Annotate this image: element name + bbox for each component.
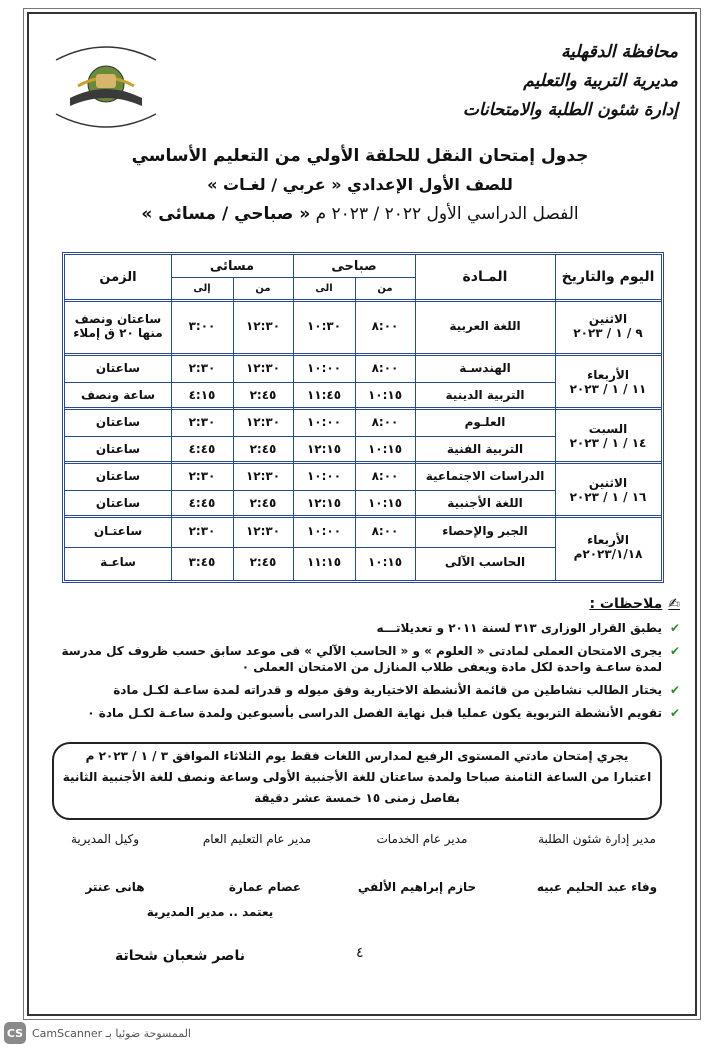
day-name: الأربعاء [587, 368, 629, 382]
table-row-evening-to: ٣:٠٠ [188, 319, 216, 333]
table-row-morning-from: ٨:٠٠ [371, 469, 399, 483]
duration-text: ساعتان [95, 469, 141, 483]
table-row-day [555, 355, 661, 409]
table-row-morning-from: ٨:٠٠ [371, 524, 399, 538]
note-item: ✔ تقويم الأنشطة التربوية يكون عمليا قبل نهاية الفصل الدراسى بأسبوعين ولمدة ساعـة لكـل مادة ٠ [87, 706, 680, 720]
day-name: السبت [588, 422, 628, 436]
table-row-evening-from: ٢:٤٥ [249, 496, 277, 510]
table-rule [65, 490, 555, 491]
table-row-day [555, 409, 661, 463]
table-row-morning-from: ٨:٠٠ [371, 361, 399, 375]
duration-text: ساعتان [95, 415, 141, 429]
table-row-evening-to: ٤:٤٥ [188, 442, 216, 456]
note-item: ✔ يطبق القرار الوزارى ٣١٣ لسنة ٢٠١١ و تعديلاتـــه [376, 621, 680, 635]
note-item: ✔ يختار الطالب نشاطين من قائمة الأنشطة الاختيارية وفق ميوله و قدراته لمدة ساعـة لكـل مادة [113, 683, 680, 697]
table-row-duration [65, 517, 171, 545]
table-row-morning-from: ١٠:١٥ [367, 442, 403, 456]
table-row-evening-to: ٤:١٥ [188, 388, 216, 402]
governorate-name: محافظة الدقهلية [560, 42, 678, 62]
notice-line-3: بفاصل زمنى ١٥ خمسة عشر دقيقة [254, 791, 460, 805]
table-rule [65, 353, 661, 356]
table-row-evening-to: ٤:٤٥ [188, 496, 216, 510]
check-icon: ✔ [669, 644, 680, 658]
notes-section [60, 596, 680, 728]
duration-text: ساعتـان [93, 524, 143, 538]
table-row-evening-from: ١٢:٣٠ [245, 319, 281, 333]
table-row-morning-to: ١٠:٠٠ [306, 361, 342, 375]
term-text: الفصل الدراسي الأول ٢٠٢٢ / ٢٠٢٣ م [315, 204, 579, 224]
table-row-duration [65, 409, 171, 435]
table-row-subject: التربية الفنية [446, 442, 524, 456]
schedule-title: جدول إمتحان النقل للحلقة الأولي من التعليم الأساسي [131, 146, 589, 166]
table-rule [65, 515, 661, 518]
table-row-duration [65, 463, 171, 489]
duration-text: ساعـة [100, 555, 136, 569]
notes-heading: ✍ ملاحظات : [589, 596, 680, 612]
table-row-duration [65, 382, 171, 408]
header-morning-from: من [377, 282, 393, 294]
duration-text: ساعتان [95, 496, 141, 510]
day-name: الاثنين [588, 476, 628, 490]
directorate-logo [50, 40, 162, 134]
header-morning: صباحى [331, 258, 377, 274]
header-evening-to: إلى [193, 282, 211, 294]
department-name: إدارة شئون الطلبة والامتحانات [462, 100, 678, 120]
table-row-morning-to: ١٠:٠٠ [306, 469, 342, 483]
pencil-icon: ✍ [668, 596, 680, 612]
table-row-subject: الدراسات الاجتماعية [425, 469, 545, 483]
header-duration: الزمن [99, 269, 137, 285]
table-row-evening-from: ٢:٤٥ [249, 388, 277, 402]
table-row-subject: الجبر والإحصاء [442, 524, 528, 538]
directorate-name: مديرية التربية والتعليم [523, 71, 678, 91]
table-row-evening-to: ٢:٣٠ [188, 469, 216, 483]
duration-text: ساعتان [95, 442, 141, 456]
table-rule [555, 255, 556, 580]
director-name: ناصر شعبان شحاتة [115, 948, 245, 964]
header-subject: المـادة [462, 269, 508, 285]
day-date: ١٦ / ١ / ٢٠٢٣ [569, 490, 647, 504]
check-icon: ✔ [669, 621, 680, 635]
signature-name: عصام عمارة [228, 880, 302, 894]
table-rule [65, 436, 555, 437]
table-row-day [555, 301, 661, 351]
table-row-duration [65, 490, 171, 516]
table-row-evening-from: ١٢:٣٠ [245, 415, 281, 429]
duration-note: منها ٢٠ ق إملاء [73, 326, 163, 340]
table-row-subject: التربية الدينية [445, 388, 525, 402]
signature-title: وكيل المديرية [71, 832, 139, 846]
signature-title: مدير إدارة شئون الطلبة [538, 832, 656, 846]
table-row-subject: اللغة العربية [449, 319, 521, 333]
table-row-morning-from: ٨:٠٠ [371, 415, 399, 429]
table-row-morning-to: ١٢:١٥ [306, 442, 342, 456]
grade-title: للصف الأول الإعدادي « عربي / لغـات » [207, 175, 513, 194]
day-date: ١١ / ١ / ٢٠٢٣ [569, 382, 647, 396]
table-row-evening-from: ١٢:٣٠ [245, 469, 281, 483]
table-row-duration [65, 547, 171, 577]
day-date: ١٤ / ١ / ٢٠٢٣ [569, 436, 647, 450]
table-row-subject: الحاسب الآلى [444, 555, 526, 569]
notice-line-1: يجري إمتحان مادتي المستوى الرفيع لمدارس اللغات فقط يوم الثلاثاء الموافق ٣ / ١ / ٢٠٢٣ م [85, 749, 629, 763]
table-row-morning-to: ١٠:٠٠ [306, 415, 342, 429]
watermark-text: CamScanner الممسوحة ضوئيا بـ [32, 1026, 191, 1040]
table-row-evening-from: ٢:٤٥ [249, 442, 277, 456]
table-row-evening-to: ٣:٤٥ [188, 555, 216, 569]
table-rule [355, 277, 356, 580]
header-morning-to: الى [315, 282, 333, 294]
table-row-morning-from: ١٠:١٥ [367, 496, 403, 510]
scanner-watermark [4, 1022, 191, 1044]
directorate-header [448, 38, 678, 125]
note-item: ✔ يجرى الامتحان العملى لمادتى « العلوم » و « الحاسب الآلي » فى موعد سابق حسب ظروف كل مدرسة لمدة ساعـة واحدة لكل مادة ويعفى طلاب المنازل من الامتحان العملى ٠ [61, 644, 680, 674]
advanced-level-notice [52, 742, 662, 820]
table-row-evening-to: ٢:٣٠ [188, 361, 216, 375]
table-row-morning-from: ٨:٠٠ [371, 319, 399, 333]
header-evening: مسائى [209, 258, 255, 274]
shift-text: « صباحي / مسائى » [141, 204, 311, 224]
signature-title: مدير عام الخدمات [376, 832, 468, 846]
table-row-morning-from: ١٠:١٥ [367, 388, 403, 402]
duration-text: ساعتان [95, 361, 141, 375]
duration-text: ساعة ونصف [80, 388, 156, 402]
table-row-morning-to: ١٢:١٥ [306, 496, 342, 510]
table-row-morning-to: ١١:١٥ [306, 555, 342, 569]
table-row-morning-to: ١٠:٠٠ [306, 524, 342, 538]
table-row-morning-to: ١٠:٣٠ [306, 319, 342, 333]
duration-text: ساعتان ونصف [74, 312, 162, 326]
table-row-day [555, 517, 661, 577]
signature-name: حازم إبراهيم الألفي [357, 880, 477, 894]
signature-title: مدير عام التعليم العام [202, 832, 312, 846]
table-row-morning-to: ١١:٤٥ [306, 388, 342, 402]
table-row-evening-from: ٢:٤٥ [249, 555, 277, 569]
term-title [100, 204, 620, 224]
header-evening-from: من [255, 282, 271, 294]
exam-schedule-table [62, 252, 664, 583]
signature-name: هانى عنتر [85, 880, 145, 894]
table-rule [65, 461, 661, 464]
day-date: ٢٠٢٣/١/١٨م [573, 547, 643, 561]
table-row-evening-from: ١٢:٣٠ [245, 524, 281, 538]
table-rule [293, 255, 294, 580]
table-rule [65, 382, 555, 383]
page-number: ٤ [356, 945, 364, 961]
header-day-date: اليوم والتاريخ [561, 269, 655, 285]
day-name: الاثنين [588, 312, 628, 326]
signature-name: وفاء عبد الحليم عبيه [536, 880, 658, 894]
camscanner-icon: CS [4, 1022, 26, 1044]
table-row-subject: اللغة الأجنبية [447, 496, 523, 510]
table-row-duration [65, 436, 171, 462]
table-row-day [555, 463, 661, 517]
table-rule [233, 277, 234, 580]
table-row-duration [65, 355, 171, 381]
day-name: الأربعاء [587, 533, 629, 547]
table-rule [65, 547, 555, 548]
table-rule [171, 255, 172, 580]
check-icon: ✔ [669, 706, 680, 720]
table-row-duration [65, 301, 171, 351]
table-rule [415, 255, 416, 580]
table-row-evening-to: ٢:٣٠ [188, 415, 216, 429]
table-row-morning-from: ١٠:١٥ [367, 555, 403, 569]
check-icon: ✔ [669, 683, 680, 697]
approval-label: يعتمد .. مدير المديرية [146, 905, 274, 919]
day-date: ٩ / ١ / ٢٠٢٣ [573, 326, 643, 340]
table-row-subject: العلـوم [464, 415, 506, 429]
table-row-evening-to: ٢:٣٠ [188, 524, 216, 538]
table-rule [65, 407, 661, 410]
notice-line-2: اعتبارا من الساعة الثامنة صباحا ولمدة ساعتان للغة الأجنبية الأولى وساعة ونصف للغة الأجنبية الثانية [62, 770, 652, 784]
table-row-subject: الهندسـة [459, 361, 511, 375]
table-row-evening-from: ١٢:٣٠ [245, 361, 281, 375]
